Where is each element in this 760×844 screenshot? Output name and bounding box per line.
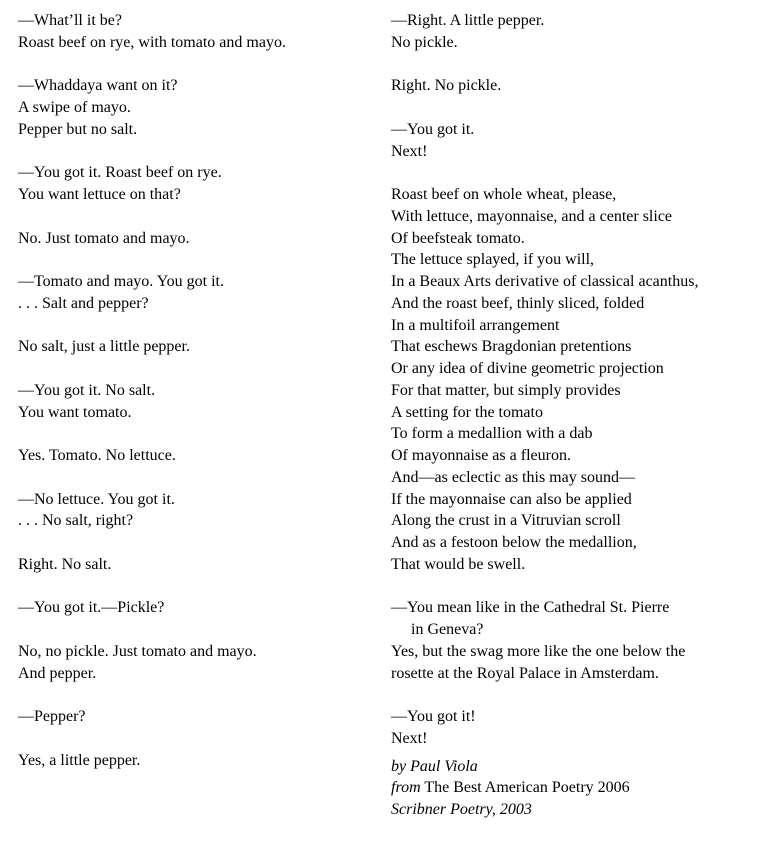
stanza-break [18,728,378,750]
poem-line: —What’ll it be? [18,12,122,29]
poem-right-lines [391,10,756,750]
poem-line: —Right. A little pepper. [391,12,545,29]
poem-line: —No lettuce. You got it. [18,490,175,508]
poem-line: In a Beaux Arts derivative of classical acanthus, [391,273,699,290]
stanza-break [391,54,756,76]
poem-left-column [18,10,378,771]
stanza-break [18,358,378,380]
poem-line: Roast beef on rye, with tomato and mayo. [18,33,286,51]
poem-line: No salt, just a little pepper. [18,338,190,356]
poem-right-column [391,10,756,821]
poem-line: For that matter, but simply provides [391,381,621,399]
stanza-break [18,54,378,76]
poem-line: —Whaddaya want on it? [18,77,178,95]
poem-line: —Pepper? [18,708,86,725]
stanza-break [18,206,378,228]
poem-line: If the mayonnaise can also be applied [391,490,632,508]
stanza-break [391,576,756,598]
poem-line: Or any idea of divine geometric projection [391,360,664,377]
poem-line: . . . No salt, right? [18,512,134,530]
poem-line: Pepper but no salt. [18,120,138,138]
stanza-break [18,467,378,489]
stanza-break [18,249,378,271]
poem-line: Yes. Tomato. No lettuce. [18,447,176,464]
poem-line: To form a medallion with a dab [391,425,593,443]
poem-line: And the roast beef, thinly sliced, folded [391,294,645,312]
poem-line: —You got it! [391,708,476,725]
poem-line: That would be swell. [391,555,526,573]
poem-line: rosette at the Royal Palace in Amsterdam. [391,664,659,682]
poem-line: No pickle. [391,33,458,51]
poem-line: —Tomato and mayo. You got it. [18,273,224,290]
poem-line: And as a festoon below the medallion, [391,534,637,551]
publisher-credit: Scribner Poetry, 2003 [391,801,532,818]
stanza-break [18,532,378,554]
poem-line: . . . Salt and pepper? [18,294,149,312]
poem-line: A setting for the tomato [391,403,543,421]
poem-line: Next! [391,142,428,160]
poem-line: Along the crust in a Vitruvian scroll [391,512,621,530]
poem-credits [391,756,756,821]
poem-line: Roast beef on whole wheat, please, [391,186,617,203]
stanza-break [18,619,378,641]
stanza-break [18,423,378,445]
poem-line: No, no pickle. Just tomato and mayo. [18,642,257,660]
poem-line: Of mayonnaise as a fleuron. [391,447,571,464]
poem-line: in Geneva? [411,621,484,638]
stanza-break [18,684,378,706]
poem-line: Right. No pickle. [391,77,502,95]
poem-line: Yes, but the swag more like the one below the [391,642,686,660]
poem-line: And—as eclectic as this may sound— [391,468,635,486]
poem-line: You want lettuce on that? [18,186,181,203]
poem-line: —You got it. [391,120,475,138]
poem-line: —You got it. No salt. [18,381,156,399]
poem-line: Of beefsteak tomato. [391,229,525,247]
poem-line: Right. No salt. [18,555,112,573]
poem-line: In a multifoil arrangement [391,316,560,334]
stanza-break [391,97,756,119]
author-credit: by Paul Viola [391,757,478,775]
source-from-label: from [391,779,421,797]
source-credit [391,777,756,799]
poem-line: That eschews Bragdonian pretentions [391,338,632,356]
poem-line: —You got it.—Pickle? [18,599,165,617]
stanza-break [391,684,756,706]
stanza-break [18,576,378,598]
poem-line: A swipe of mayo. [18,99,131,116]
poem-line: You want tomato. [18,403,132,421]
poem-line: Next! [391,729,428,747]
stanza-break [18,315,378,337]
poem-line: With lettuce, mayonnaise, and a center slice [391,207,673,225]
poem-line: And pepper. [18,664,97,682]
stanza-break [391,162,756,184]
poem-line: Yes, a little pepper. [18,751,141,769]
poem-line: —You mean like in the Cathedral St. Pierre [391,599,670,617]
poem-line: The lettuce splayed, if you will, [391,251,595,269]
stanza-break [18,141,378,163]
poem-line: No. Just tomato and mayo. [18,229,190,247]
anthology-title: The Best American Poetry 2006 [420,779,630,797]
poem-line: —You got it. Roast beef on rye. [18,164,222,182]
